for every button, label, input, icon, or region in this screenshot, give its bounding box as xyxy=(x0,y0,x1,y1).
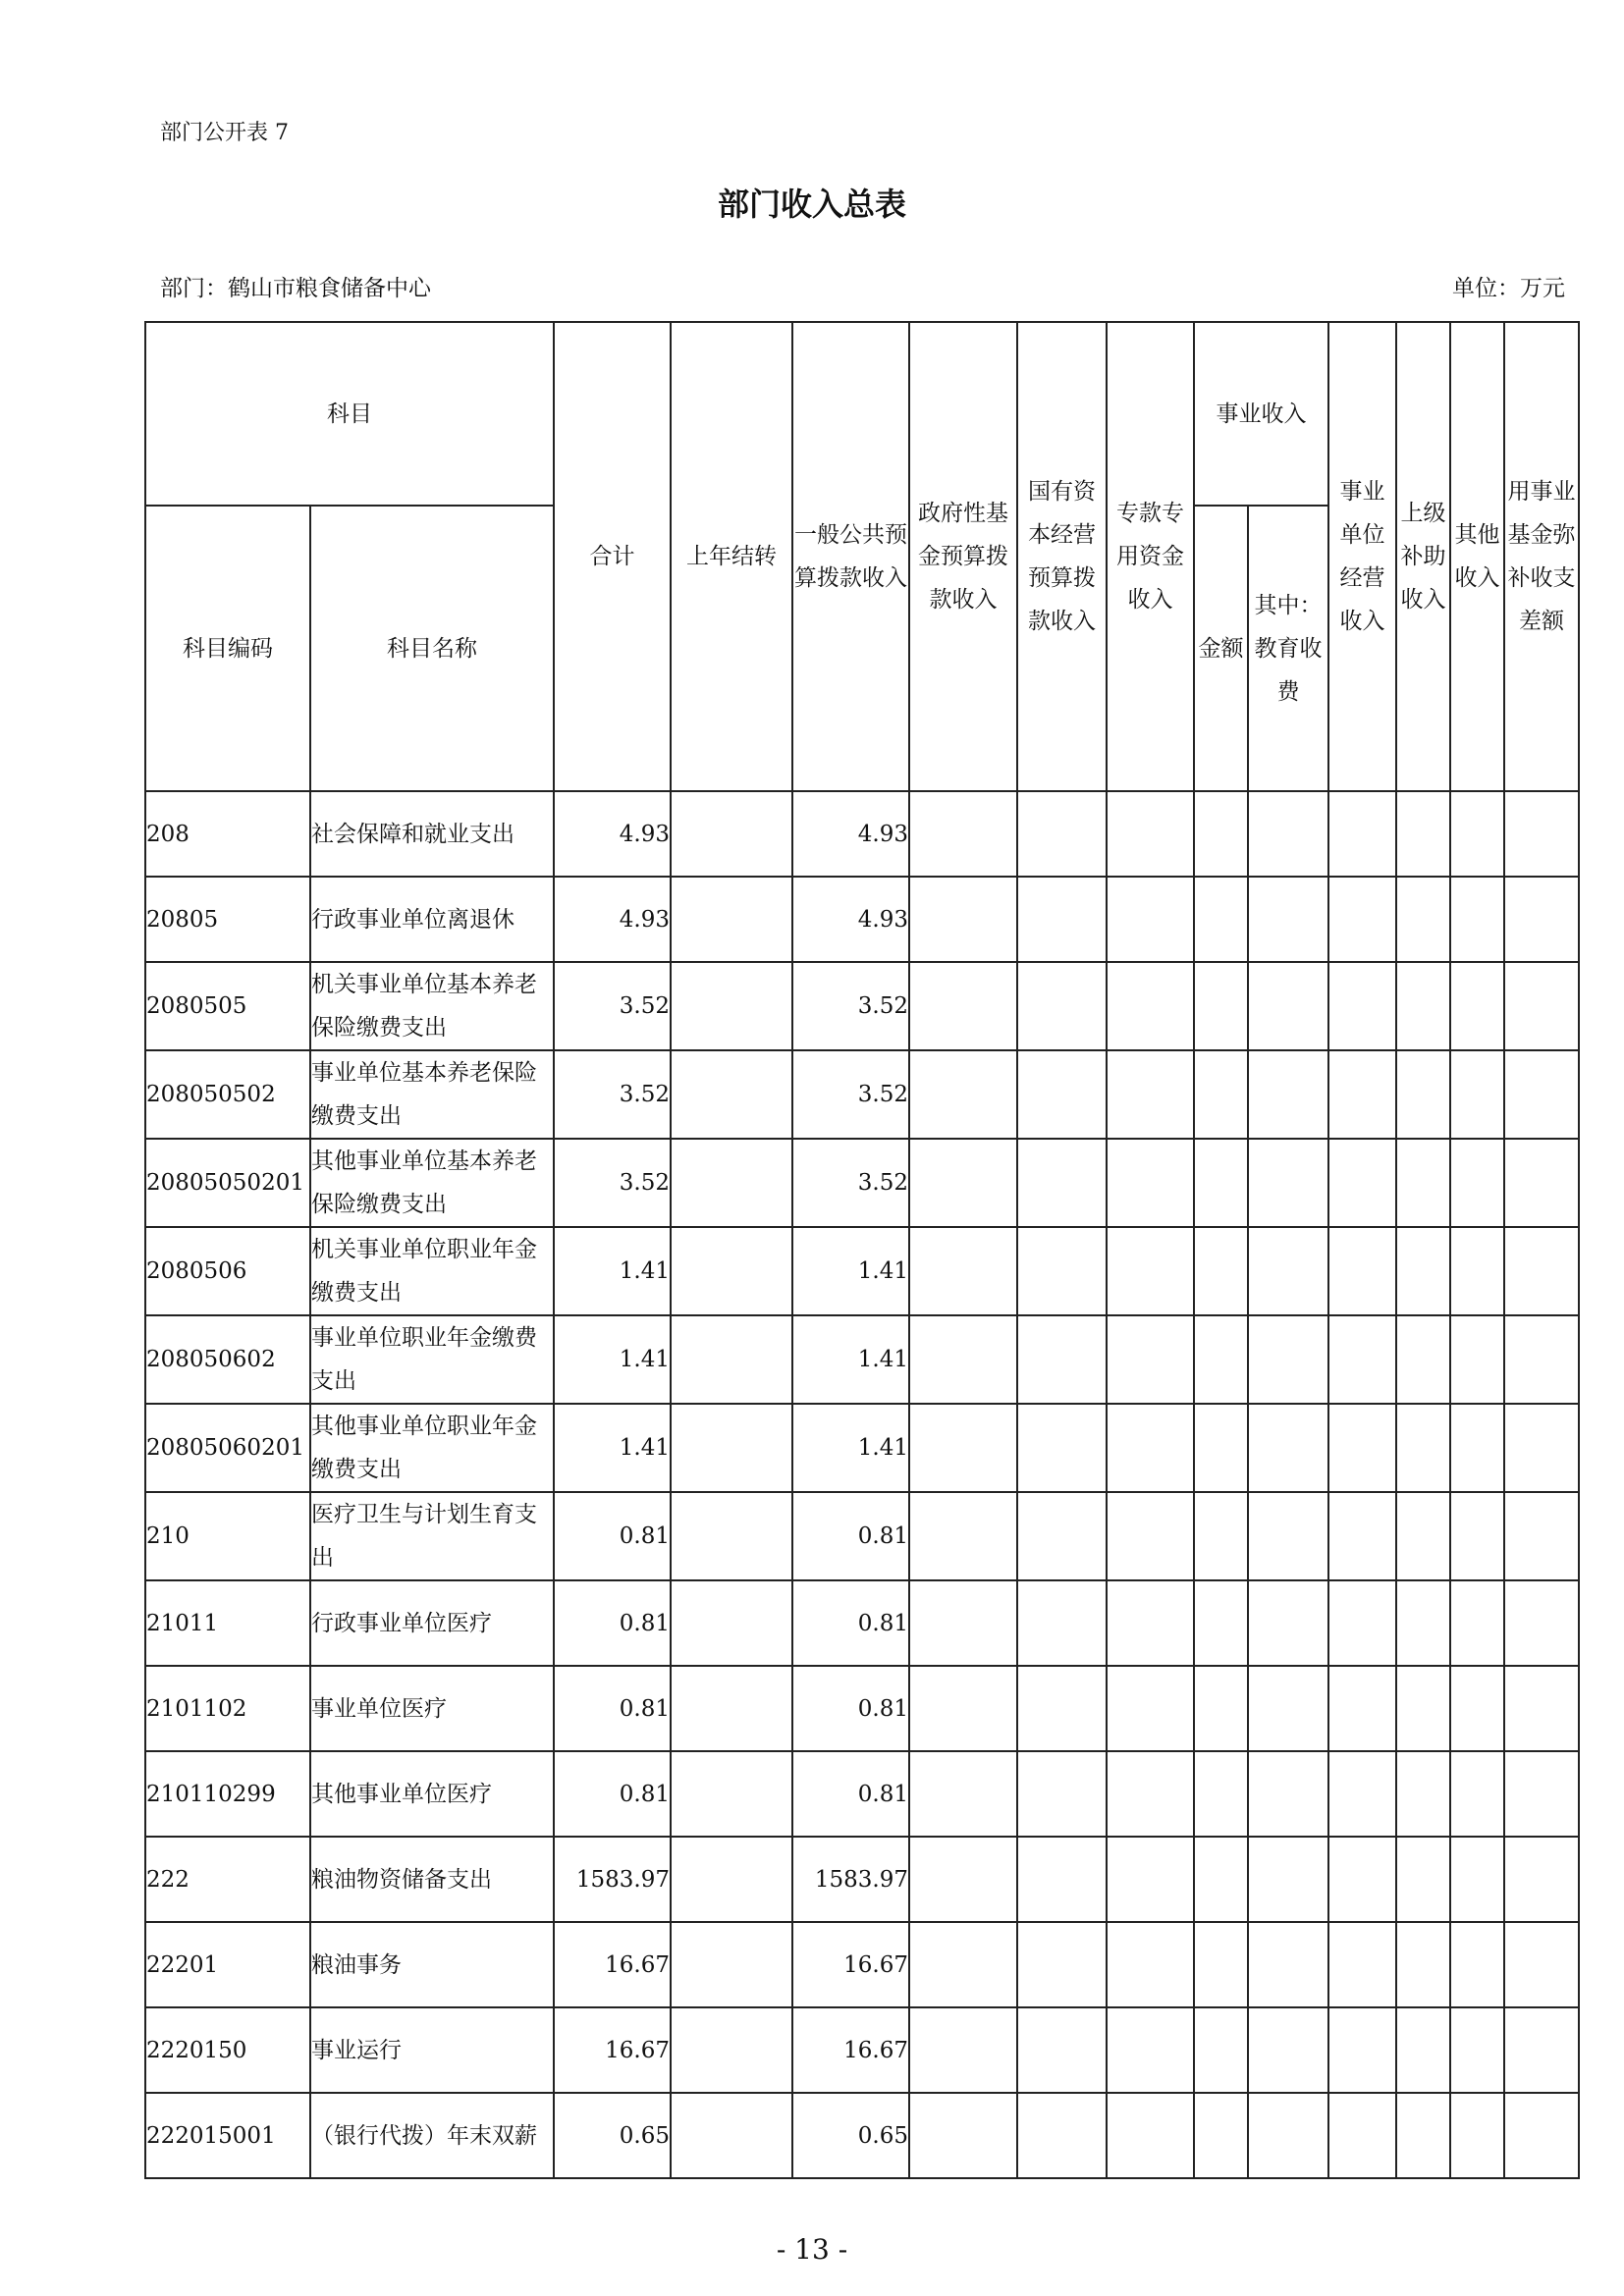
carryover-cell xyxy=(671,1492,792,1580)
table-row xyxy=(145,877,1579,962)
general-budget-cell: 1583.97 xyxy=(792,1837,909,1922)
table-row xyxy=(145,1751,1579,1837)
total-cell: 16.67 xyxy=(554,2007,671,2093)
code-cell: 2101102 xyxy=(145,1666,310,1751)
table-row xyxy=(145,962,1579,1050)
table-row xyxy=(145,1227,1579,1315)
empty-cell xyxy=(1248,877,1328,962)
empty-cell xyxy=(1248,791,1328,877)
empty-cell xyxy=(1504,1922,1579,2007)
total-cell: 0.81 xyxy=(554,1492,671,1580)
table-row xyxy=(145,2093,1579,2178)
code-cell: 2080505 xyxy=(145,962,310,1050)
empty-cell xyxy=(1504,1050,1579,1139)
empty-cell xyxy=(1248,2007,1328,2093)
empty-cell xyxy=(1504,962,1579,1050)
total-cell: 3.52 xyxy=(554,962,671,1050)
empty-cell xyxy=(1504,1139,1579,1227)
general-budget-cell: 1.41 xyxy=(792,1404,909,1492)
name-cell: 行政事业单位离退休 xyxy=(310,877,554,962)
header-general-budget: 一般公共预算拨款收入 xyxy=(792,322,909,791)
carryover-cell xyxy=(671,1139,792,1227)
empty-cell xyxy=(1194,791,1248,877)
empty-cell xyxy=(1328,2007,1396,2093)
empty-cell xyxy=(1396,791,1450,877)
name-cell: 医疗卫生与计划生育支出 xyxy=(310,1492,554,1580)
empty-cell xyxy=(1107,877,1194,962)
empty-cell xyxy=(1450,1404,1504,1492)
empty-cell xyxy=(1194,962,1248,1050)
header-subject: 科目 xyxy=(145,322,554,506)
total-cell: 16.67 xyxy=(554,1922,671,2007)
empty-cell xyxy=(1017,2093,1107,2178)
empty-cell xyxy=(1450,877,1504,962)
header-business-income: 事业收入 xyxy=(1194,322,1328,506)
empty-cell xyxy=(1450,1666,1504,1751)
empty-cell xyxy=(1017,1050,1107,1139)
code-cell: 208050502 xyxy=(145,1050,310,1139)
empty-cell xyxy=(1194,1139,1248,1227)
name-cell: 其他事业单位职业年金缴费支出 xyxy=(310,1404,554,1492)
empty-cell xyxy=(909,1492,1017,1580)
empty-cell xyxy=(1017,962,1107,1050)
empty-cell xyxy=(1194,1666,1248,1751)
empty-cell xyxy=(1248,1922,1328,2007)
carryover-cell xyxy=(671,1315,792,1404)
total-cell: 4.93 xyxy=(554,791,671,877)
name-cell: （银行代拨）年末双薪 xyxy=(310,2093,554,2178)
name-cell: 机关事业单位职业年金缴费支出 xyxy=(310,1227,554,1315)
total-cell: 0.81 xyxy=(554,1751,671,1837)
total-cell: 3.52 xyxy=(554,1050,671,1139)
empty-cell xyxy=(1504,1492,1579,1580)
empty-cell xyxy=(1396,1837,1450,1922)
empty-cell xyxy=(1248,1404,1328,1492)
empty-cell xyxy=(909,1922,1017,2007)
empty-cell xyxy=(1107,1315,1194,1404)
table-row xyxy=(145,1580,1579,1666)
empty-cell xyxy=(909,1666,1017,1751)
header-fund-cover: 用事业基金弥补收支差额 xyxy=(1504,322,1579,791)
empty-cell xyxy=(1396,1492,1450,1580)
empty-cell xyxy=(1396,1922,1450,2007)
empty-cell xyxy=(1450,1227,1504,1315)
empty-cell xyxy=(1107,1492,1194,1580)
header-name: 科目名称 xyxy=(310,506,554,791)
empty-cell xyxy=(1107,2007,1194,2093)
name-cell: 社会保障和就业支出 xyxy=(310,791,554,877)
general-budget-cell: 0.81 xyxy=(792,1751,909,1837)
code-cell: 210110299 xyxy=(145,1751,310,1837)
carryover-cell xyxy=(671,1837,792,1922)
empty-cell xyxy=(1450,1837,1504,1922)
empty-cell xyxy=(909,877,1017,962)
empty-cell xyxy=(1194,877,1248,962)
header-education-fee: 其中：教育收费 xyxy=(1248,506,1328,791)
empty-cell xyxy=(909,1139,1017,1227)
empty-cell xyxy=(1248,1580,1328,1666)
carryover-cell xyxy=(671,1580,792,1666)
empty-cell xyxy=(1450,1922,1504,2007)
total-cell: 0.65 xyxy=(554,2093,671,2178)
table-row xyxy=(145,791,1579,877)
empty-cell xyxy=(1450,1050,1504,1139)
code-cell: 21011 xyxy=(145,1580,310,1666)
name-cell: 机关事业单位基本养老保险缴费支出 xyxy=(310,962,554,1050)
empty-cell xyxy=(1450,1315,1504,1404)
empty-cell xyxy=(1194,2093,1248,2178)
general-budget-cell: 0.81 xyxy=(792,1580,909,1666)
code-cell: 20805 xyxy=(145,877,310,962)
total-cell: 1.41 xyxy=(554,1404,671,1492)
general-budget-cell: 3.52 xyxy=(792,962,909,1050)
empty-cell xyxy=(1017,1492,1107,1580)
carryover-cell xyxy=(671,1227,792,1315)
empty-cell xyxy=(909,1751,1017,1837)
empty-cell xyxy=(1328,791,1396,877)
table-row xyxy=(145,1666,1579,1751)
empty-cell xyxy=(1017,791,1107,877)
empty-cell xyxy=(1017,1580,1107,1666)
name-cell: 粮油物资储备支出 xyxy=(310,1837,554,1922)
empty-cell xyxy=(1450,2093,1504,2178)
general-budget-cell: 0.81 xyxy=(792,1666,909,1751)
total-cell: 0.81 xyxy=(554,1580,671,1666)
name-cell: 事业单位职业年金缴费支出 xyxy=(310,1315,554,1404)
empty-cell xyxy=(1396,1227,1450,1315)
empty-cell xyxy=(1328,1580,1396,1666)
empty-cell xyxy=(1328,962,1396,1050)
header-state-capital: 国有资本经营预算拨款收入 xyxy=(1017,322,1107,791)
empty-cell xyxy=(1396,962,1450,1050)
empty-cell xyxy=(1248,1492,1328,1580)
code-cell: 208050602 xyxy=(145,1315,310,1404)
page-title: 部门收入总表 xyxy=(717,186,906,223)
carryover-cell xyxy=(671,1666,792,1751)
empty-cell xyxy=(1328,1050,1396,1139)
empty-cell xyxy=(909,962,1017,1050)
empty-cell xyxy=(1194,1922,1248,2007)
empty-cell xyxy=(1248,1050,1328,1139)
empty-cell xyxy=(1194,1315,1248,1404)
header-gov-fund: 政府性基金预算拨款收入 xyxy=(909,322,1017,791)
header-carryover: 上年结转 xyxy=(671,322,792,791)
empty-cell xyxy=(1107,1050,1194,1139)
table-row xyxy=(145,1837,1579,1922)
empty-cell xyxy=(1504,2007,1579,2093)
total-cell: 0.81 xyxy=(554,1666,671,1751)
table-row xyxy=(145,1404,1579,1492)
empty-cell xyxy=(1396,1139,1450,1227)
code-cell: 222 xyxy=(145,1837,310,1922)
general-budget-cell: 1.41 xyxy=(792,1315,909,1404)
empty-cell xyxy=(1396,1315,1450,1404)
empty-cell xyxy=(1328,1404,1396,1492)
code-cell: 22201 xyxy=(145,1922,310,2007)
general-budget-cell: 16.67 xyxy=(792,1922,909,2007)
empty-cell xyxy=(909,2007,1017,2093)
empty-cell xyxy=(1194,1751,1248,1837)
empty-cell xyxy=(1017,1315,1107,1404)
empty-cell xyxy=(1107,1837,1194,1922)
total-cell: 1.41 xyxy=(554,1315,671,1404)
empty-cell xyxy=(1328,1922,1396,2007)
general-budget-cell: 1.41 xyxy=(792,1227,909,1315)
empty-cell xyxy=(1194,1492,1248,1580)
empty-cell xyxy=(1396,1404,1450,1492)
carryover-cell xyxy=(671,962,792,1050)
empty-cell xyxy=(1450,1580,1504,1666)
header-code: 科目编码 xyxy=(145,506,310,791)
carryover-cell xyxy=(671,1404,792,1492)
table-body xyxy=(145,791,1579,2178)
empty-cell xyxy=(1248,1751,1328,1837)
carryover-cell xyxy=(671,1922,792,2007)
empty-cell xyxy=(1504,1666,1579,1751)
empty-cell xyxy=(1396,1580,1450,1666)
empty-cell xyxy=(1328,2093,1396,2178)
empty-cell xyxy=(909,1837,1017,1922)
empty-cell xyxy=(1396,2093,1450,2178)
empty-cell xyxy=(1396,1050,1450,1139)
empty-cell xyxy=(1017,1404,1107,1492)
empty-cell xyxy=(1107,962,1194,1050)
empty-cell xyxy=(1017,1837,1107,1922)
header-total: 合计 xyxy=(554,322,671,791)
empty-cell xyxy=(909,791,1017,877)
unit-label: 单位：万元 xyxy=(1452,276,1565,301)
name-cell: 事业单位基本养老保险缴费支出 xyxy=(310,1050,554,1139)
empty-cell xyxy=(1504,1404,1579,1492)
empty-cell xyxy=(1194,1580,1248,1666)
empty-cell xyxy=(1450,962,1504,1050)
header-special-fund: 专款专用资金收入 xyxy=(1107,322,1194,791)
header-operating-income: 事业单位经营收入 xyxy=(1328,322,1396,791)
table-row xyxy=(145,2007,1579,2093)
empty-cell xyxy=(1504,877,1579,962)
empty-cell xyxy=(1328,877,1396,962)
empty-cell xyxy=(909,1404,1017,1492)
carryover-cell xyxy=(671,1050,792,1139)
general-budget-cell: 4.93 xyxy=(792,877,909,962)
carryover-cell xyxy=(671,2093,792,2178)
empty-cell xyxy=(1194,1050,1248,1139)
empty-cell xyxy=(1328,1837,1396,1922)
table-row xyxy=(145,1492,1579,1580)
empty-cell xyxy=(1504,1315,1579,1404)
empty-cell xyxy=(1450,791,1504,877)
income-table xyxy=(144,321,1580,2179)
empty-cell xyxy=(1396,1751,1450,1837)
code-cell: 20805050201 xyxy=(145,1139,310,1227)
empty-cell xyxy=(1328,1492,1396,1580)
empty-cell xyxy=(1107,791,1194,877)
name-cell: 其他事业单位医疗 xyxy=(310,1751,554,1837)
empty-cell xyxy=(1194,1404,1248,1492)
header-other-income: 其他收入 xyxy=(1450,322,1504,791)
table-row xyxy=(145,1139,1579,1227)
empty-cell xyxy=(1248,2093,1328,2178)
empty-cell xyxy=(1450,1751,1504,1837)
table-row xyxy=(145,1315,1579,1404)
empty-cell xyxy=(1107,1922,1194,2007)
empty-cell xyxy=(1017,2007,1107,2093)
empty-cell xyxy=(1504,1751,1579,1837)
empty-cell xyxy=(1328,1666,1396,1751)
empty-cell xyxy=(909,1227,1017,1315)
name-cell: 粮油事务 xyxy=(310,1922,554,2007)
empty-cell xyxy=(1396,1666,1450,1751)
empty-cell xyxy=(1017,1922,1107,2007)
header-superior-subsidy: 上级补助收入 xyxy=(1396,322,1450,791)
table-row xyxy=(145,1922,1579,2007)
empty-cell xyxy=(1504,1837,1579,1922)
empty-cell xyxy=(1396,877,1450,962)
carryover-cell xyxy=(671,2007,792,2093)
name-cell: 其他事业单位基本养老保险缴费支出 xyxy=(310,1139,554,1227)
general-budget-cell: 0.81 xyxy=(792,1492,909,1580)
code-cell: 20805060201 xyxy=(145,1404,310,1492)
empty-cell xyxy=(1248,1227,1328,1315)
empty-cell xyxy=(1194,1227,1248,1315)
empty-cell xyxy=(1504,791,1579,877)
general-budget-cell: 16.67 xyxy=(792,2007,909,2093)
general-budget-cell: 3.52 xyxy=(792,1050,909,1139)
empty-cell xyxy=(1504,2093,1579,2178)
total-cell: 1583.97 xyxy=(554,1837,671,1922)
empty-cell xyxy=(1504,1227,1579,1315)
empty-cell xyxy=(1328,1227,1396,1315)
carryover-cell xyxy=(671,791,792,877)
empty-cell xyxy=(1017,1227,1107,1315)
empty-cell xyxy=(1450,1139,1504,1227)
code-cell: 210 xyxy=(145,1492,310,1580)
total-cell: 1.41 xyxy=(554,1227,671,1315)
empty-cell xyxy=(1107,1751,1194,1837)
empty-cell xyxy=(1017,877,1107,962)
empty-cell xyxy=(1107,1227,1194,1315)
empty-cell xyxy=(1248,1837,1328,1922)
empty-cell xyxy=(1248,1666,1328,1751)
empty-cell xyxy=(1450,2007,1504,2093)
empty-cell xyxy=(909,1315,1017,1404)
name-cell: 行政事业单位医疗 xyxy=(310,1580,554,1666)
empty-cell xyxy=(1194,2007,1248,2093)
empty-cell xyxy=(909,1580,1017,1666)
empty-cell xyxy=(1107,1139,1194,1227)
empty-cell xyxy=(909,1050,1017,1139)
empty-cell xyxy=(1107,2093,1194,2178)
general-budget-cell: 3.52 xyxy=(792,1139,909,1227)
general-budget-cell: 0.65 xyxy=(792,2093,909,2178)
code-cell: 208 xyxy=(145,791,310,877)
total-cell: 4.93 xyxy=(554,877,671,962)
empty-cell xyxy=(1017,1666,1107,1751)
empty-cell xyxy=(1504,1580,1579,1666)
empty-cell xyxy=(1396,2007,1450,2093)
department-label: 部门：鹤山市粮食储备中心 xyxy=(160,276,431,301)
carryover-cell xyxy=(671,1751,792,1837)
empty-cell xyxy=(1328,1751,1396,1837)
empty-cell xyxy=(1017,1751,1107,1837)
code-cell: 222015001 xyxy=(145,2093,310,2178)
form-number: 部门公开表 7 xyxy=(160,121,289,145)
total-cell: 3.52 xyxy=(554,1139,671,1227)
header-amount: 金额 xyxy=(1194,506,1248,791)
carryover-cell xyxy=(671,877,792,962)
code-cell: 2220150 xyxy=(145,2007,310,2093)
empty-cell xyxy=(1248,1139,1328,1227)
empty-cell xyxy=(1107,1404,1194,1492)
empty-cell xyxy=(1107,1666,1194,1751)
empty-cell xyxy=(1248,1315,1328,1404)
empty-cell xyxy=(1328,1315,1396,1404)
name-cell: 事业单位医疗 xyxy=(310,1666,554,1751)
code-cell: 2080506 xyxy=(145,1227,310,1315)
empty-cell xyxy=(909,2093,1017,2178)
empty-cell xyxy=(1017,1139,1107,1227)
empty-cell xyxy=(1450,1492,1504,1580)
page-number: - 13 - xyxy=(776,2233,848,2266)
name-cell: 事业运行 xyxy=(310,2007,554,2093)
empty-cell xyxy=(1194,1837,1248,1922)
table-row xyxy=(145,1050,1579,1139)
empty-cell xyxy=(1328,1139,1396,1227)
general-budget-cell: 4.93 xyxy=(792,791,909,877)
empty-cell xyxy=(1248,962,1328,1050)
empty-cell xyxy=(1107,1580,1194,1666)
